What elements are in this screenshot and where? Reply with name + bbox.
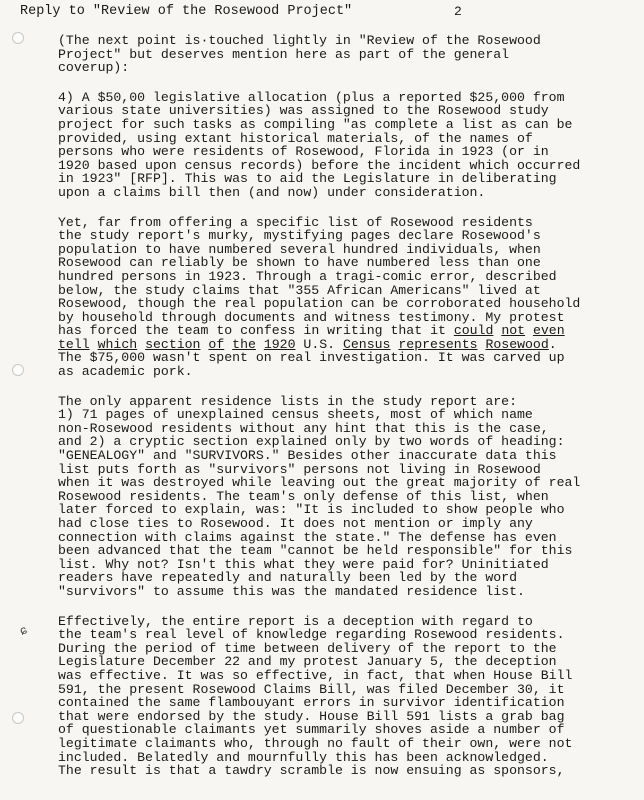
text-line: population to have numbered several hundred individuals, when (58, 241, 541, 257)
text-line: Project" but deserves mention here as part of the general (58, 46, 510, 62)
text-line: had close ties to Rosewood. It does not mention or imply any (58, 516, 533, 531)
text-line: hundred persons in 1923. Through a tragi-comic error, described (58, 268, 557, 284)
text-line: was effective. It was so effective, in fact, that when House Bill (58, 667, 573, 683)
text-line: as academic pork. (58, 364, 193, 380)
text-line: has forced the team to confess in writing that it could not even (58, 323, 565, 339)
binder-hole (12, 712, 24, 724)
text-line: The result is that a tawdry scramble is now ensuing as sponsors, (58, 763, 565, 779)
margin-mark: ɕ (17, 623, 30, 639)
text-line: 1) 71 pages of unexplained census sheets, most of which name (58, 407, 533, 423)
text-line: when it was destroyed while leaving out the great majority of real (58, 475, 581, 491)
text-line: readers have repeatedly and naturally been led by the word (58, 570, 517, 586)
text-line: connection with claims against the state." The defense has even (58, 529, 557, 545)
page-header: Reply to "Review of the Rosewood Project" (20, 4, 353, 19)
text-line: later forced to explain, was: "It is included to show people who (58, 502, 565, 518)
text-line: Rosewood residents. The team's only defense of this list, when (58, 488, 549, 504)
text-line: Rosewood, though the real population can be corroborated household (58, 296, 581, 312)
paragraph (58, 216, 618, 379)
text-line: 591, the present Rosewood Claims Bill, was filed December 30, it (58, 681, 565, 697)
text-line: Effectively, the entire report is a deception with regard to (58, 613, 533, 629)
text-line: "survivors" to assume this was the mandated residence list. (58, 583, 525, 599)
text-line: Legislature December 22 and my protest January 5, the deception (58, 654, 557, 670)
page-number: 2 (454, 4, 462, 19)
text-line: persons who were residents of Rosewood, Florida in 1923 (or in (58, 144, 549, 160)
text-line: below, the study claims that "355 African Americans" lived at (58, 282, 541, 298)
text-line: included. Belatedly and mournfully this has been acknowledged. (58, 749, 549, 765)
text-line: (The next point is·touched lightly in "Review of the Rosewood (58, 33, 541, 48)
binder-hole (12, 364, 24, 376)
text-line: tell which section of the 1920 U.S. Census represents Rosewood. (58, 336, 557, 352)
text-line: During the period of time between delivery of the report to the (58, 640, 557, 656)
text-line: upon a claims bill then (and now) under consideration. (58, 184, 486, 200)
text-line: contained the same flambouyant errors in survivor identification (58, 695, 565, 711)
text-line: project for such tasks as compiling "as complete a list as can be (58, 116, 573, 132)
text-line: that were endorsed by the study. House Bill 591 lists a grab bag (58, 708, 565, 724)
text-line: The $75,000 wasn't spent on real investigation. It was carved up (58, 350, 565, 366)
text-line: been advanced that the team "cannot be held responsible" for this (58, 543, 573, 559)
paragraph (58, 615, 618, 778)
text-line: by household through documents and witness testimony. My protest (58, 309, 565, 325)
text-line: Rosewood can reliably be shown to have numbered less than one (58, 255, 541, 271)
text-line: the study report's murky, mystifying pages declare Rosewood's (58, 228, 541, 244)
paragraph (58, 395, 618, 599)
text-line: various state universities) was assigned to the Rosewood study (58, 103, 549, 119)
letter-body (58, 34, 618, 794)
paragraph (58, 91, 618, 200)
text-line: 1920 based upon census records) before the incident which occurred (58, 157, 581, 173)
text-line: in 1923" [RFP]. This was to aid the Legislature in deliberating (58, 171, 557, 187)
text-line: legitimate claimants who, through no fault of their own, were not (58, 735, 573, 751)
text-line: the team's real level of knowledge regarding Rosewood residents. (58, 627, 565, 643)
text-line: 4) A $50,00 legislative allocation (plus a reported $25,000 from (58, 89, 565, 105)
text-line: and 2) a cryptic section explained only by two words of heading: (58, 434, 565, 450)
paragraph (58, 34, 618, 75)
text-line: of questionable claimants yet summarily shoves aside a number of (58, 722, 565, 738)
text-line: coverup): (58, 60, 130, 76)
text-line: "GENEALOGY" and "SURVIVORS." Besides other inaccurate data this (58, 448, 557, 464)
text-line: non-Rosewood residents without any hint that this is the case, (58, 420, 549, 436)
text-line: list. Why not? Isn't this what they were paid for? Uninitiated (58, 556, 549, 572)
binder-hole (12, 32, 24, 44)
text-line: provided, using extant historical materials, of the names of (58, 130, 533, 146)
text-line: The only apparent residence lists in the study report are: (58, 393, 517, 409)
text-line: list puts forth as "survivors" persons not living in Rosewood (58, 461, 541, 477)
text-line: Yet, far from offering a specific list of Rosewood residents (58, 214, 533, 230)
